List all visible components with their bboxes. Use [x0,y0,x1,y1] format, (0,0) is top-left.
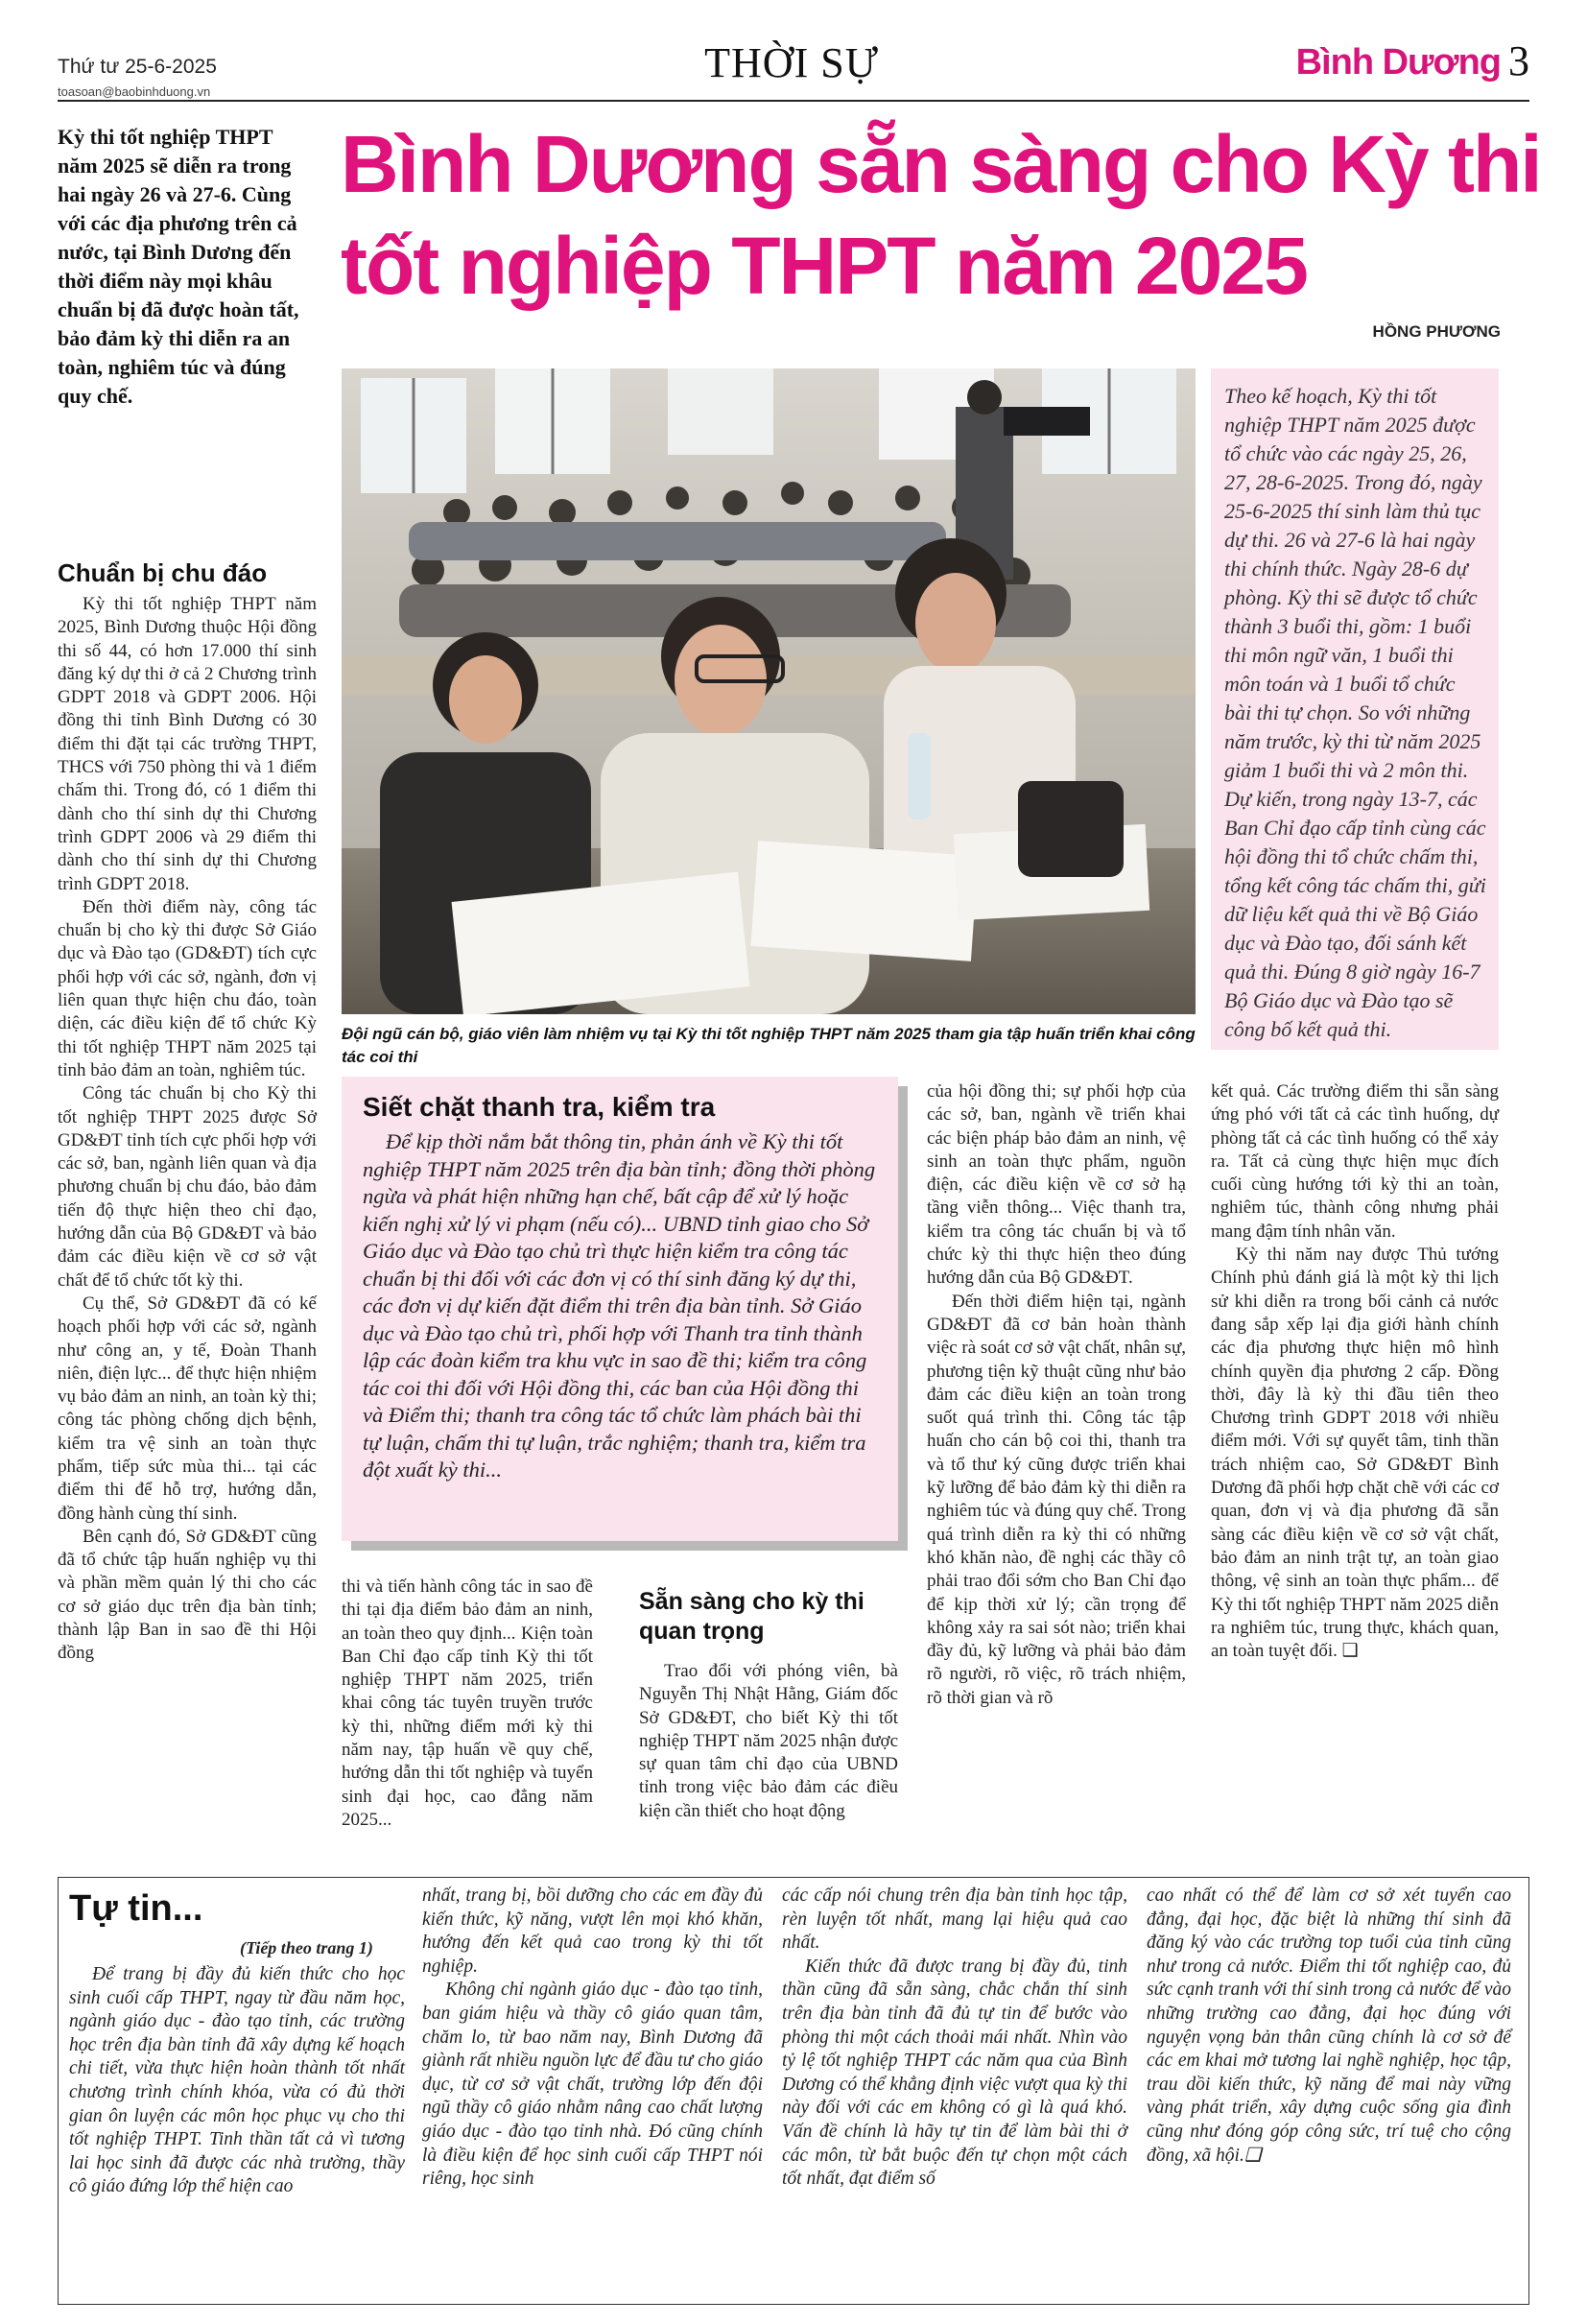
paragraph: Trao đổi với phóng viên, bà Nguyễn Thị Nhật Hằng, Giám đốc Sở GD&ĐT, cho biết Kỳ thi tốt nghiệp THPT năm 2025 nhận được sự quan tâm chỉ đạo của UBND tỉnh trong việc bảo đảm các điều kiện cần thiết cho hoạt động [639,1661,898,1821]
paragraph: các cấp nói chung trên địa bàn tỉnh học tập, rèn luyện tốt nhất, mang lại hiệu quả cao nhất. [782,1885,1127,1954]
continued-column-1 [69,1963,405,2199]
paragraph: kết quả. Các trường điểm thi sẵn sàng ứng phó với tất cả các tình huống, dự phòng tất cả các tình huống có thể xảy ra. Tất cả cùng thực hiện mục đích cuối cùng hướng tới kỳ thi an toàn, nghiêm túc, thành công nhưng phải mang đậm tính nhân văn. [1211,1081,1499,1242]
newspaper-brand: Bình Dương [1295,42,1501,83]
section-title: THỜI SỰ [704,39,879,86]
page-number: 3 [1508,37,1529,84]
paragraph: nhất, trang bị, bồi dưỡng cho các em đầy đủ kiến thức, kỹ năng, vượt lên mọi khó khăn, hướng đến kết quả cao trong kỳ thi tốt nghiệp. [422,1885,763,1977]
section-heading-ready: Sẵn sàng cho kỳ thi quan trọng [639,1588,865,1645]
exam-schedule-sidebar: Theo kế hoạch, Kỳ thi tốt nghiệp THPT năm 2025 được tổ chức vào các ngày 25, 26, 27, 28-6-2025. Trong đó, ngày 25-6-2025 thí sinh làm thủ tục dự thi. 26 và 27-6 là hai ngày thi chính thức. Ngày 28-6 dự phòng. Kỳ thi sẽ được tổ chức thành 3 buổi thi, gồm: 1 buổi thi môn ngữ văn, 1 buổi thi môn toán và 1 buổi tổ chức bài thi tự chọn. So với những năm trước, kỳ thi từ năm 2025 giảm 1 buổi thi và 2 môn thi. Dự kiến, trong ngày 13-7, các Ban Chỉ đạo cấp tỉnh cùng các hội đồng thi tổ chức chấm thi, tổng kết công tác chấm thi, gửi dữ liệu kết quả thi về Bộ Giáo dục và Đào tạo, đối sánh kết quả thi. Đúng 8 giờ ngày 16-7 Bộ Giáo dục và Đào tạo sẽ công bố kết quả thi. [1211,368,1499,1050]
paragraph: Đến thời điểm này, công tác chuẩn bị cho kỳ thi được Sở Giáo dục và Đào tạo (GD&ĐT) tích cực phối hợp với các sở, ngành, đơn vị liên quan thực hiện chu đáo, toàn diện, các điều kiện để tổ chức Kỳ thi tốt nghiệp THPT năm 2025 tại tỉnh bảo đảm an toàn, nghiêm túc. [58,896,317,1080]
classroom-photo-illustration [342,368,1196,1014]
continued-column-3 [782,1885,1127,2192]
section-heading-preparation: Chuẩn bị chu đáo [58,558,268,587]
inspection-heading: Siết chặt thanh tra, kiểm tra [363,1092,716,1122]
continued-article-title: Tự tin... [69,1888,203,1929]
paragraph: Không chỉ ngành giáo dục - đào tạo tỉnh, ban giám hiệu và thầy cô giáo quan tâm, chăm lo, từ bao năm nay, Bình Dương đã giành rất nhiều nguồn lực để đầu tư cho giáo dục, từ cơ sở vật chất, trường lớp đến đội ngũ thầy cô giáo nhằm nâng cao chất lượng giáo dục - đào tạo tỉnh nhà. Đó cũng chính là điều kiện để học sinh cuối cấp THPT nói riêng, học sinh [422,1980,763,2190]
photo-caption: Đội ngũ cán bộ, giáo viên làm nhiệm vụ tại Kỳ thi tốt nghiệp THPT năm 2025 tham gia tập huấn triển khai công tác coi thi [342,1025,1196,1066]
header-divider [58,100,1529,102]
article-column-3 [639,1660,898,1823]
paragraph: Kiến thức đã được trang bị đầy đủ, tinh thần cũng đã sẵn sàng, chắc chắn thí sinh trên địa bàn tỉnh đã đủ tự tin để bước vào phòng thi một cách thoải mái nhất. Nhìn vào tỷ lệ tốt nghiệp THPT các năm qua của Bình Dương có thể khẳng định việc vượt qua kỳ thi này đối với các em không có gì là quá khó. Vấn đề chính là hãy tự tin để làm bài thi ở các môn, từ bắt buộc đến tự chọn một cách tốt nhất, đạt điểm số [782,1956,1127,2190]
paragraph: của hội đồng thi; sự phối hợp của các sở, ban, ngành về triển khai các biện pháp bảo đảm an ninh, vệ sinh an toàn thực phẩm, nguồn điện, các điều kiện về cơ sở hạ tầng viễn thông... Việc thanh tra, kiểm tra công tác chuẩn bị và tổ chức kỳ thi thực hiện theo đúng hướng dẫn của Bộ GD&ĐT. [927,1081,1186,1289]
paragraph: Bên cạnh đó, Sở GD&ĐT cũng đã tổ chức tập huấn nghiệp vụ thi và phần mềm quản lý thi cho các cơ sở giáo dục trên địa bàn tỉnh; thành lập Ban in sao đề thi Hội đồng [58,1526,317,1664]
paragraph: Kỳ thi tốt nghiệp THPT năm 2025, Bình Dương thuộc Hội đồng thi số 44, có hơn 17.000 thí sinh đăng ký dự thi ở cả 2 Chương trình GDPT 2018 và GDPT 2006. Hội đồng thi tỉnh Bình Dương có 30 điểm thi đặt tại các trường THPT, THCS với 750 phòng thi và 1 điểm chấm thi. Trong đó, có 1 điểm thi dành cho thí sinh dự thi Chương trình GDPT 2006 và 29 điểm thi dành cho thí sinh dự thi Chương trình GDPT 2018. [58,594,317,894]
article-column-1 [58,593,317,1666]
paragraph: Kỳ thi năm nay được Thủ tướng Chính phủ đánh giá là một kỳ thi lịch sử khi diễn ra trong bối cảnh cả nước đang sắp xếp lại địa giới hành chính các địa phương thực hiện mô hình chính quyền địa phương 2 cấp. Đồng thời, đây là kỳ thi đầu tiên theo Chương trình GDPT 2018 với nhiều điểm mới. Với sự quyết tâm, tinh thần trách nhiệm cao, Sở GD&ĐT Bình Dương đã phối hợp chặt chẽ với các cơ quan, đơn vị và địa phương đã sẵn sàng các điều kiện về cơ sở vật chất, bảo đảm an ninh trật tự, an toàn giao thông, vệ sinh an toàn thực phẩm... để Kỳ thi tốt nghiệp THPT năm 2025 diễn ra nghiêm túc, trung thực, khách quan, an toàn tuyệt đối. ❑ [1211,1245,1499,1662]
article-photo [342,368,1196,1014]
paragraph: Cụ thể, Sở GD&ĐT đã có kế hoạch phối hợp với các sở, ngành như công an, y tế, Đoàn Thanh niên, điện lực... để thực hiện nhiệm vụ bảo đảm an ninh, an toàn kỳ thi; công tác phòng chống dịch bệnh, kiểm tra vệ sinh an toàn thực phẩm, tiếp sức mùa thi... tại các điểm thi để hỗ trợ, hướng dẫn, đồng hành cùng thí sinh. [58,1292,317,1524]
paragraph: thi và tiến hành công tác in sao đề thi tại địa điểm bảo đảm an ninh, an toàn theo quy định... Kiện toàn Ban Chỉ đạo cấp tỉnh Kỳ thi tốt nghiệp THPT năm 2025, triển khai công tác tuyên truyền trước kỳ thi, những điểm mới kỳ thi năm nay, tập huấn về quy chế, hướng dẫn thi tốt nghiệp và tuyển sinh đại học, cao đẳng năm 2025... [342,1577,593,1830]
article-column-5 [1211,1080,1499,1663]
paragraph: Công tác chuẩn bị cho Kỳ thi tốt nghiệp THPT 2025 được Sở GD&ĐT tỉnh tích cực phối hợp với các sở, ban, ngành liên quan và địa phương chuẩn bị chu đáo, bảo đảm tiến độ thực hiện theo chỉ đạo, hướng dẫn của Bộ GD&ĐT và bảo đảm các điều kiện về cơ sở vật chất để tổ chức tốt kỳ thi. [58,1083,317,1291]
article-byline: HỒNG PHƯƠNG [1372,322,1501,341]
continued-column-2 [422,1885,763,2192]
continued-from-note: (Tiếp theo trang 1) [240,1938,373,1957]
continued-column-4 [1147,1885,1511,2168]
article-lead: Kỳ thi tốt nghiệp THPT năm 2025 sẽ diễn ra trong hai ngày 26 và 27-6. Cùng với các địa phương trên cả nước, tại Bình Dương đến thời điểm này mọi khâu chuẩn bị đã được hoàn tất, bảo đảm kỳ thi diễn ra an toàn, nghiêm túc và đúng quy chế. [58,125,299,408]
article-column-4 [927,1080,1186,1710]
article-column-2 [342,1576,593,1832]
inspection-box [342,1077,898,1541]
inspection-body: Để kịp thời nắm bắt thông tin, phản ánh về Kỳ thi tốt nghiệp THPT năm 2025 trên địa bàn tỉnh; đồng thời phòng ngừa và phát hiện những hạn chế, bất cập để xử lý hoặc kiến nghị xử lý vi phạm (nếu có)... UBND tỉnh giao cho Sở Giáo dục và Đào tạo chủ trì thực hiện kiểm tra công tác chuẩn bị thi đối với các đơn vị có thí sinh đăng ký dự thi, các đơn vị dự kiến đặt điểm thi trên địa bàn tỉnh. Sở Giáo dục và Đào tạo chủ trì, phối hợp với Thanh tra tỉnh thành lập các đoàn kiểm tra khu vực in sao đề thi; kiểm tra công tác coi thi đối với Hội đồng thi, các ban của Hội đồng thi và Điểm thi; thanh tra công tác tổ chức làm phách bài thi tự luận, chấm thi tự luận, trắc nghiệm; thanh tra, kiểm tra đột xuất kỳ thi... [363,1129,876,1482]
article-headline: Bình Dương sẵn sàng cho Kỳ thi tốt nghiệp THPT năm 2025 [341,119,1541,311]
paragraph: cao nhất có thể để làm cơ sở xét tuyển cao đẳng, đại học, đặc biệt là những thí sinh đã đăng ký vào các trường top tuổi của tỉnh cũng như trong cả nước. Điểm thi tốt nghiệp cao, đủ sức cạnh tranh với thí sinh trong cả nước để vào những trường cao đẳng, đại học đúng với nguyện vọng bản thân cũng chính là cơ sở để các em khai mở tương lai nghề nghiệp, học tập, trau dồi kiến thức, kỹ năng để mai này vững vàng phát triển, xây dựng cuộc sống gia đình cũng như đóng góp công sức, trí tuệ cho cộng đồng, xã hội.❑ [1147,1885,1511,2166]
newsroom-email[interactable]: toasoan@baobinhduong.vn [58,84,211,99]
paragraph: Đến thời điểm hiện tại, ngành GD&ĐT đã cơ bản hoàn thành việc rà soát cơ sở vật chất, nhân sự, phương tiện kỹ thuật cũng như bảo đảm các điều kiện an toàn trong suốt quá trình thi. Công tác tập huấn cho cán bộ coi thi, thanh tra và tổ thư ký cũng được triển khai kỹ lưỡng để bảo đảm kỳ thi diễn ra nghiêm túc và đúng quy chế. Trong quá trình diễn ra kỳ thi có những khó khăn nào, đề nghị các thầy cô phải trao đổi sớm cho Ban Chỉ đạo để kịp thời xử lý; cần trọng để không xảy ra sai sót nào; triển khai đầy đủ, kỹ lưỡng và phải bảo đảm rõ người, rõ việc, rõ trách nhiệm, rõ thời gian và rõ [927,1291,1186,1708]
paragraph: Để trang bị đầy đủ kiến thức cho học sinh cuối cấp THPT, ngay từ đầu năm học, ngành giáo dục - đào tạo tỉnh, các trường học trên địa bàn tỉnh đã xây dựng kế hoạch chi tiết, vừa thực hiện hoàn thành tốt nhất chương trình chính khóa, vừa có đủ thời gian ôn luyện các môn học phục vụ cho thi tốt nghiệp THPT. Tinh thần tất cả vì tương lai học sinh đã được các nhà trường, thầy cô giáo đứng lớp thể hiện cao [69,1964,405,2197]
issue-date: Thứ tư 25-6-2025 [58,56,217,78]
